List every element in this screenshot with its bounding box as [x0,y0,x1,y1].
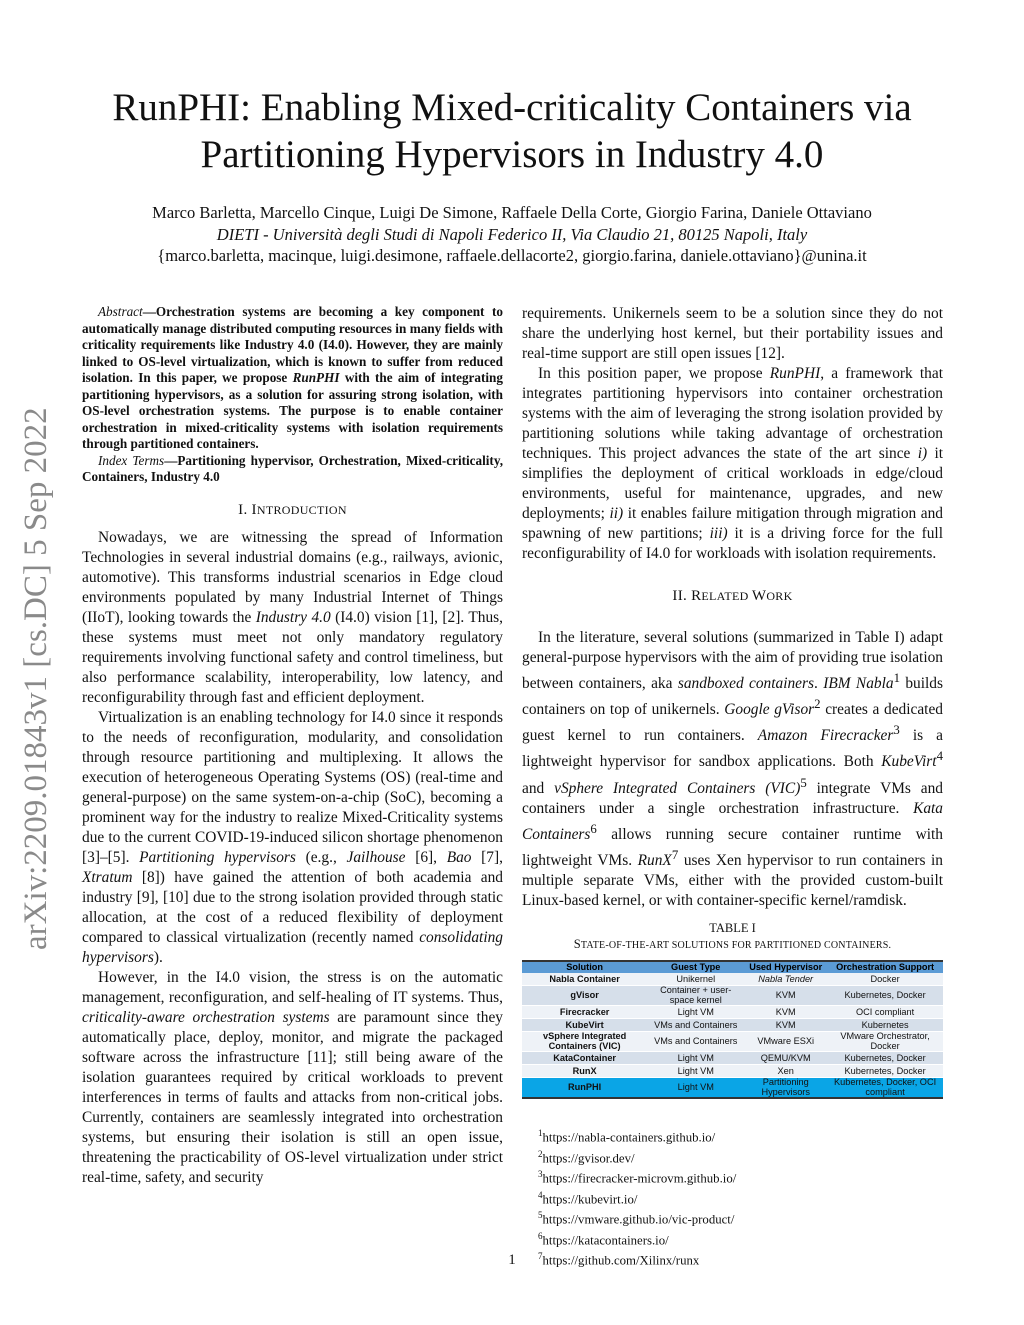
table-row [522,1052,943,1065]
footnotes [522,1125,943,1268]
solutions-table [522,960,943,1100]
table-cell: KVM [744,1006,827,1019]
table-cell: Docker [827,973,943,986]
table-cell: Light VM [647,1065,744,1078]
table-cell: Nabla Container [522,973,647,986]
footnote-link[interactable]: https://firecracker-microvm.github.io/ [542,1171,737,1186]
affiliation: DIETI - Università degli Studi di Napoli Federico II, Via Claudio 21, 80125 Napoli, Italy [216,225,808,244]
table-cell: VMs and Containers [647,1019,744,1032]
title-line-1: RunPHI: Enabling Mixed-criticality Containers via [112,86,912,129]
footnote-link[interactable]: https://vmware.github.io/vic-product/ [542,1212,735,1227]
right-column [522,304,943,1269]
table-cell: KubeVirt [522,1019,647,1032]
table-cell: Nabla Tender [744,973,827,986]
table-cell: Partitioning Hypervisors [744,1078,827,1099]
table-cell: Kubernetes, Docker [827,1052,943,1065]
table-cell: OCI compliant [827,1006,943,1019]
table-cell: QEMU/KVM [744,1052,827,1065]
table-cell: Kubernetes, Docker [827,986,943,1006]
table-cell: VMware ESXi [744,1032,827,1052]
table-cell: Container + user-space kernel [647,986,744,1006]
table-cell: KVM [744,986,827,1006]
table-cell: VMs and Containers [647,1032,744,1052]
table-label: TABLE I [709,920,756,935]
table-header-row [522,961,943,974]
footnote: $^2$https://gvisor.dev/ [538,1148,635,1166]
intro-paragraph: However, in the I4.0 vision, the stress is on the automatic management, reconfiguration, and self-healing of IT systems. Thus, criticality-aware orchestration systems are paramount since they automatically place, deploy, monitor, and migrate the packaged software across the infrastructure [11]; still being aware of the isolation guarantees required by critical workloads to prevent interferences in terms of faults and attacks from non-critical jobs. Currently, containers are seamlessly integrated into orchestration systems, but ensuring their isolation is still an open issue, threatening the practicability of OS-level virtualization under strict real-time, safety, and security [82,968,503,1186]
section-heading-introduction: I. INTRODUCTION [238,501,347,518]
table-header-cell: Used Hypervisor [744,961,827,974]
paper-title [40,84,984,178]
author-emails: {marco.barletta, macinque, luigi.desimone, raffaele.dellacorte2, giorgio.farina, daniele.ottaviano}@unina.it [157,246,867,265]
table-cell: VMware Orchestrator, Docker [827,1032,943,1052]
footnote: $^5$https://vmware.github.io/vic-product/ [538,1210,735,1227]
table-row [522,1032,943,1052]
index-terms-label: Index Terms [98,452,165,468]
footnote-link[interactable]: https://katacontainers.io/ [542,1232,669,1247]
intro-paragraph-continued: requirements. Unikernels seem to be a solution since they do not share the underlying host kernel, but their portability issues and real-time support are still open issues [12]. [522,305,943,362]
related-work-paragraph: In the literature, several solutions (summarized in Table I) adapt general-purpose hypervisors with the aim of providing true isolation between containers, aka sandboxed containers. IBM Nabla$^1$ builds containers on top of unikernels. Google gVisor$^2$ creates a dedicated guest kernel to run containers. Amazon Firecracker$^3$ is a lightweight hypervisor for sandbox applications. Both KubeVirt$^4$ and vSphere Integrated Containers (VIC)$^5$ integrate VMs and containers under a single orchestration infrastructure. Kata Containers$^6$ allows running secure container runtime with lightweight VMs. RunX$^7$ uses Xen hypervisor to run containers in multiple separate VMs, either with the provided custom-built Linux-based kernel, or with container-specific kernel/ramdisk. [522,629,944,909]
abstract: Abstract—Orchestration systems are becoming a key component to automatically manage distributed computing resources in many fields with criticality requirements like Industry 4.0 (I4.0). However, they are mainly linked to OS-level virtualization, which is known to suffer from reduced isolation. In this paper, we propose RunPHI with the aim of integrating partitioning hypervisors, as a solution for assuring strong isolation, with OS-level orchestration systems. The purpose is to enable container orchestration in mixed-criticality systems with isolation requirements through partitioned containers. [82,304,503,451]
left-column [82,304,503,1188]
table-row [522,1006,943,1019]
table-header-cell: Orchestration Support [827,961,943,974]
table-cell: RunPHI [522,1078,647,1099]
table-cell: Light VM [647,1078,744,1099]
table-cell: KVM [744,1019,827,1032]
table-cell: vSphere Integrated Containers (VIC) [522,1032,647,1052]
table-row [522,973,943,986]
footnote: $^7$https://github.com/Xilinx/runx [538,1251,700,1268]
table-row [522,1019,943,1032]
table-caption: STATE-OF-THE-ART SOLUTIONS FOR PARTITIONED CONTAINERS. [573,936,892,951]
footnote: $^1$https://nabla-containers.github.io/ [538,1128,716,1145]
abstract-label: Abstract [98,304,143,319]
footnote: $^6$https://katacontainers.io/ [538,1230,669,1247]
table-cell: Kubernetes, Docker [827,1065,943,1078]
section-heading-related-work: II. RELATED WORK [672,588,793,604]
footnote-link[interactable]: https://kubevirt.io/ [542,1192,638,1207]
index-terms: Index Terms—Partitioning hypervisor, Orchestration, Mixed-criticality, Containers, Industry 4.0 [82,452,503,484]
table-cell: Kubernetes [827,1019,943,1032]
footnote-link[interactable]: https://github.com/Xilinx/runx [542,1253,700,1268]
footnote-link[interactable]: https://gvisor.dev/ [542,1151,635,1166]
table-cell: Xen [744,1065,827,1078]
table-cell: Light VM [647,1052,744,1065]
title-line-2: Partitioning Hypervisors in Industry 4.0 [200,133,824,176]
author-list: Marco Barletta, Marcello Cinque, Luigi De Simone, Raffaele Della Corte, Giorgio Farina, Daniele Ottaviano [152,203,872,222]
footnote-link[interactable]: https://nabla-containers.github.io/ [542,1130,716,1145]
table-cell: RunX [522,1065,647,1078]
intro-paragraph: Virtualization is an enabling technology for I4.0 since it responds to the needs of reconfiguration, modularity, and consolidation through resource partitioning and multiplexing. It allows the execution of heterogeneous Operating Systems (OS) (real-time and general-purpose) on the same system-on-a-chip (SoC), becoming a prominent way for the industry to realize Mixed-Criticality systems due to the current COVID-19-induced silicon shortage phenomenon [3]–[5]. Partitioning hypervisors (e.g., Jailhouse [6], Bao [7], Xtratum [8]) have gained the attention of both academia and industry [9], [10] due to the strong isolation provided through static allocation, at the cost of a reduced flexibility of deployment compared to classical virtualization (recently named consolidating hypervisors). [82,708,503,966]
table-row [522,1065,943,1078]
table-cell: Firecracker [522,1006,647,1019]
table-row-highlighted [522,1078,943,1099]
table-cell: gVisor [522,986,647,1006]
table-cell: Light VM [647,1006,744,1019]
arxiv-stamp: arXiv:2209.01843v1 [cs.DC] 5 Sep 2022 [18,407,54,950]
table-header-cell: Guest Type [647,961,744,974]
footnote: $^3$https://firecracker-microvm.github.io/ [538,1169,737,1186]
table-cell: Kubernetes, Docker, OCI compliant [827,1078,943,1099]
table-row [522,986,943,1006]
table-header-cell: Solution [522,961,647,974]
intro-paragraph: In this position paper, we propose RunPHI, a framework that integrates partitioning hypervisors into container orchestration systems with the aim of leveraging the strong isolation provided by partitioning solutions while taking advantage of orchestration techniques. This project advances the state of the art since i) it simplifies the deployment of critical workloads in edge/cloud environments, useful for maintenance, upgrades, and new deployments; ii) it enables failure mitigation through migration and spawning of new partitions; iii) it is a driving force for the full reconfigurability of I4.0 for workloads with isolation requirements. [522,365,943,562]
intro-paragraph: Nowadays, we are witnessing the spread of Information Technologies in several industrial domains (e.g., railways, avionic, automotive). This transforms industrial scenarios in Edge cloud environments populated by many Industrial Internet of Things (IIoT), looking towards the Industry 4.0 (I4.0) vision [1], [2]. Thus, these systems must meet not only mandatory regulatory requirements involving functional safety and control timeliness, but also performance scalability, interoperability, low latency, and reconfigurability through fast and efficient deployment. [82,528,503,706]
table-cell: KataContainer [522,1052,647,1065]
page-number: 1 [508,1252,516,1268]
footnote: $^4$https://kubevirt.io/ [538,1189,638,1207]
table-cell: Unikernel [647,973,744,986]
